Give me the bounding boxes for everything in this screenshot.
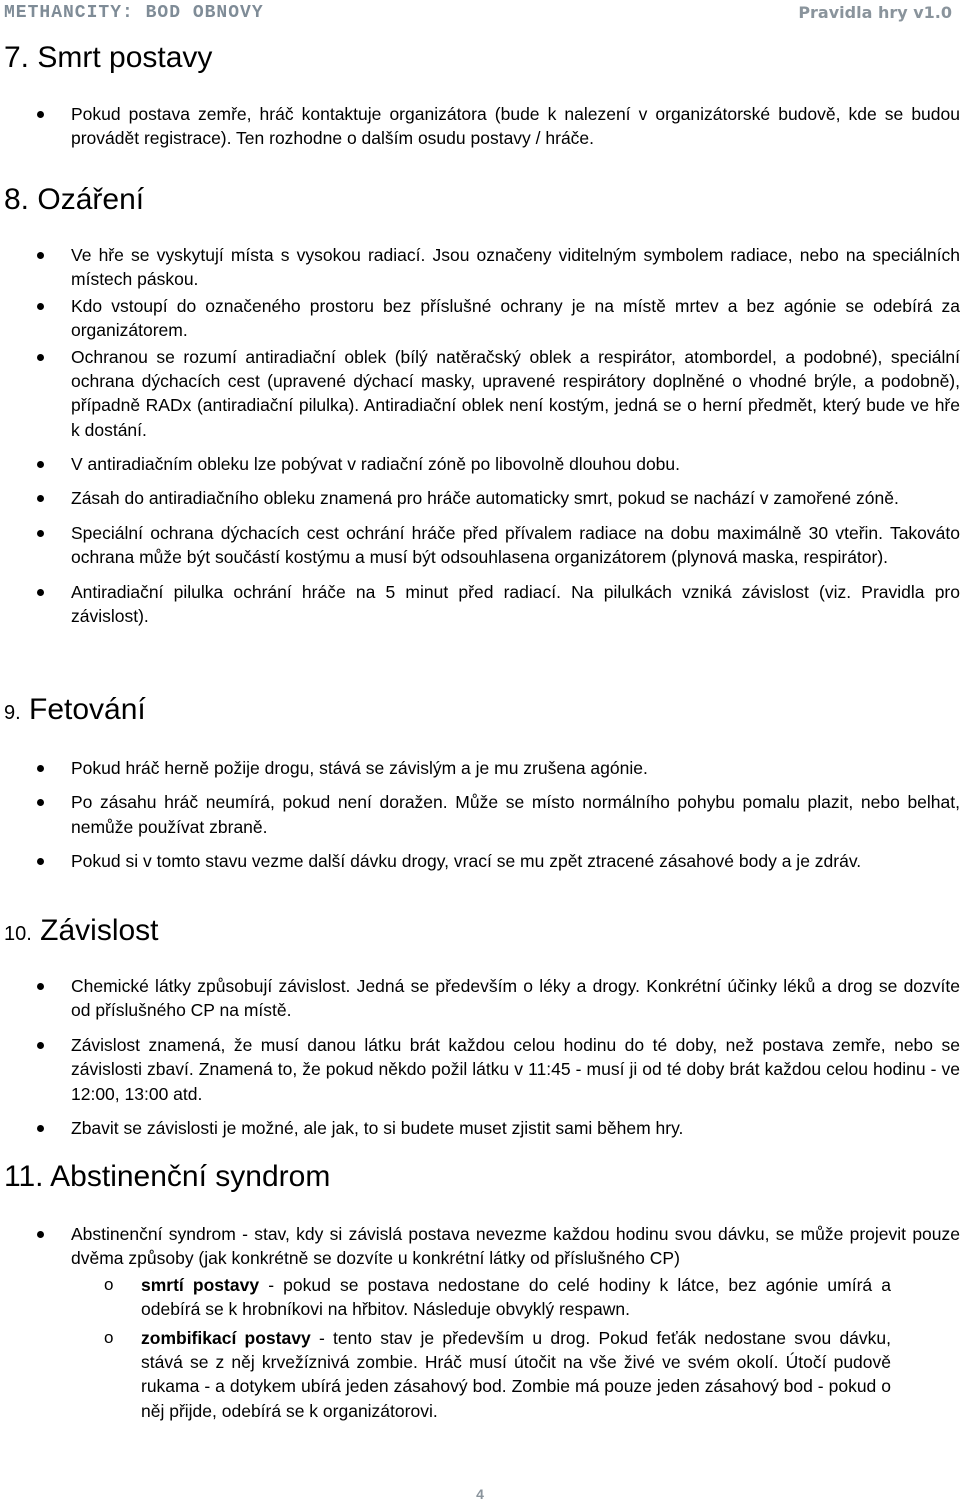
section-heading-8 [4, 182, 144, 218]
list-item: Zásah do antiradiačního obleku znamená pro hráče automaticky smrt, pokud se nachází v zamořené zóně. [0, 486, 960, 510]
section-title: Smrt postavy [37, 41, 213, 74]
sub-item-text: - tento stav je především u drog. Pokud feťák nedostane svou dávku, stává se z něj krvežíznivá zombie. Hráč musí útočit na vše živé ve svém okolí. Útočí pudově rukama - a dotykem ubírá jeden zásahový bod. Zombie má pouze jeden zásahový bod - pokud o něj přijde, odebírá se k organizátorovi. [141, 1327, 892, 1421]
running-header-title: METHANCITY: BOD OBNOVY [4, 3, 264, 23]
section-number: 8. [4, 183, 30, 216]
sub-item-term: zombifikací postavy [141, 1327, 311, 1348]
list-item: Ve hře se vyskytují místa s vysokou radiací. Jsou označeny viditelným symbolem radiace, nebo na speciálních místech páskou. [0, 243, 960, 292]
section-number: 9. [4, 702, 21, 724]
section-10-list [0, 974, 960, 1140]
section-number: 10. [4, 923, 32, 945]
list-item: Po zásahu hráč neumírá, pokud není doražen. Může se místo normálního pohybu pomalu plazit, nebo belhat, nemůže používat zbraně. [0, 790, 960, 839]
list-item: Pokud hráč herně požije drogu, stává se závislým a je mu zrušena agónie. [0, 756, 960, 780]
section-title: Fetování [29, 693, 146, 726]
section-heading-11 [4, 1159, 330, 1195]
list-item: Speciální ochrana dýchacích cest ochrání hráče před přívalem radiace na dobu maximálně 30 vteřin. Takováto ochrana může být součástí kostýmu a musí být odsouhlasena organizátorem (plynová maska, respirátor). [0, 521, 960, 570]
section-number: 7. [4, 41, 30, 74]
section-heading-10 [4, 913, 159, 952]
list-item: Ochranou se rozumí antiradiační oblek (bílý natěračský oblek a respirátor, atombordel, a podobné), speciální ochrana dýchacích cest (upravené dýchací masky, upravené respirátory doplněné o vhodné brýle, a podobně), případně RADx (antiradiační pilulka). Antiradiační oblek není kostým, jedná se o herní předmět, který bude ve hře k dostání. [0, 345, 960, 443]
list-item: Závislost znamená, že musí danou látku brát každou celou hodinu do té doby, než postava zemře, nebo se závislosti zbaví. Znamená to, že pokud někdo požil látku v 11:45 - musí ji od té doby brát každou celou hodinu - ve 12:00, 13:00 atd. [0, 1033, 960, 1106]
list-item: Zbavit se závislosti je možné, ale jak, to si budete muset zjistit sami během hry. [0, 1116, 960, 1140]
section-heading-7 [4, 40, 212, 76]
list-item: V antiradiačním obleku lze pobývat v radiační zóně po libovolně dlouhou dobu. [0, 452, 960, 476]
list-item-text: Abstinenční syndrom - stav, kdy si závislá postava nevezme každou hodinu svou dávku, se může projevit pouze dvěma způsoby (jak konkrétně se dozvíte u konkrétní látky od příslušného CP) [71, 1224, 960, 1269]
list-item [0, 1222, 960, 1423]
sub-item-text: - pokud se postava nedostane do celé hodiny k látce, bez agónie umírá a odebírá se k hrobníkovi na hřbitov. Následuje obvyklý respawn. [141, 1274, 891, 1320]
section-number: 11. [4, 1160, 44, 1193]
section-title: Ozáření [37, 183, 145, 216]
list-item: Antiradiační pilulka ochrání hráče na 5 minut před radiací. Na pilulkách vzniká závislost (viz. Pravidla pro závislost). [0, 580, 960, 629]
section-8-list-a [0, 243, 960, 442]
running-header-version: Pravidla hry v1.0 [798, 3, 952, 22]
sub-list-item [141, 1326, 891, 1424]
list-item: Chemické látky způsobují závislost. Jedná se především o léky a drogy. Konkrétní účinky léků a drog se dozvíte od příslušného CP na místě. [0, 974, 960, 1023]
list-item: Kdo vstoupí do označeného prostoru bez příslušné ochrany je na místě mrtev a bez agónie se odebírá za organizátorem. [0, 294, 960, 343]
sub-list [71, 1273, 960, 1423]
sub-list-item [141, 1273, 891, 1322]
sub-item-term: smrtí postavy [141, 1274, 260, 1295]
list-item: Pokud si v tomto stavu vezme další dávku drogy, vrací se mu zpět ztracené zásahové body a je zdráv. [0, 849, 960, 873]
section-8-list-b [0, 452, 960, 628]
section-heading-9 [4, 692, 146, 731]
page-number: 4 [476, 1486, 484, 1502]
section-9-list [0, 756, 960, 874]
section-title: Abstinenční syndrom [50, 1160, 331, 1193]
section-title: Závislost [40, 914, 159, 947]
section-11-list [0, 1222, 960, 1423]
list-item: Pokud postava zemře, hráč kontaktuje organizátora (bude k nalezení v organizátorské budově, kde se budou provádět registrace). Ten rozhodne o dalším osudu postavy / hráče. [0, 102, 960, 151]
section-7-list [0, 102, 960, 151]
